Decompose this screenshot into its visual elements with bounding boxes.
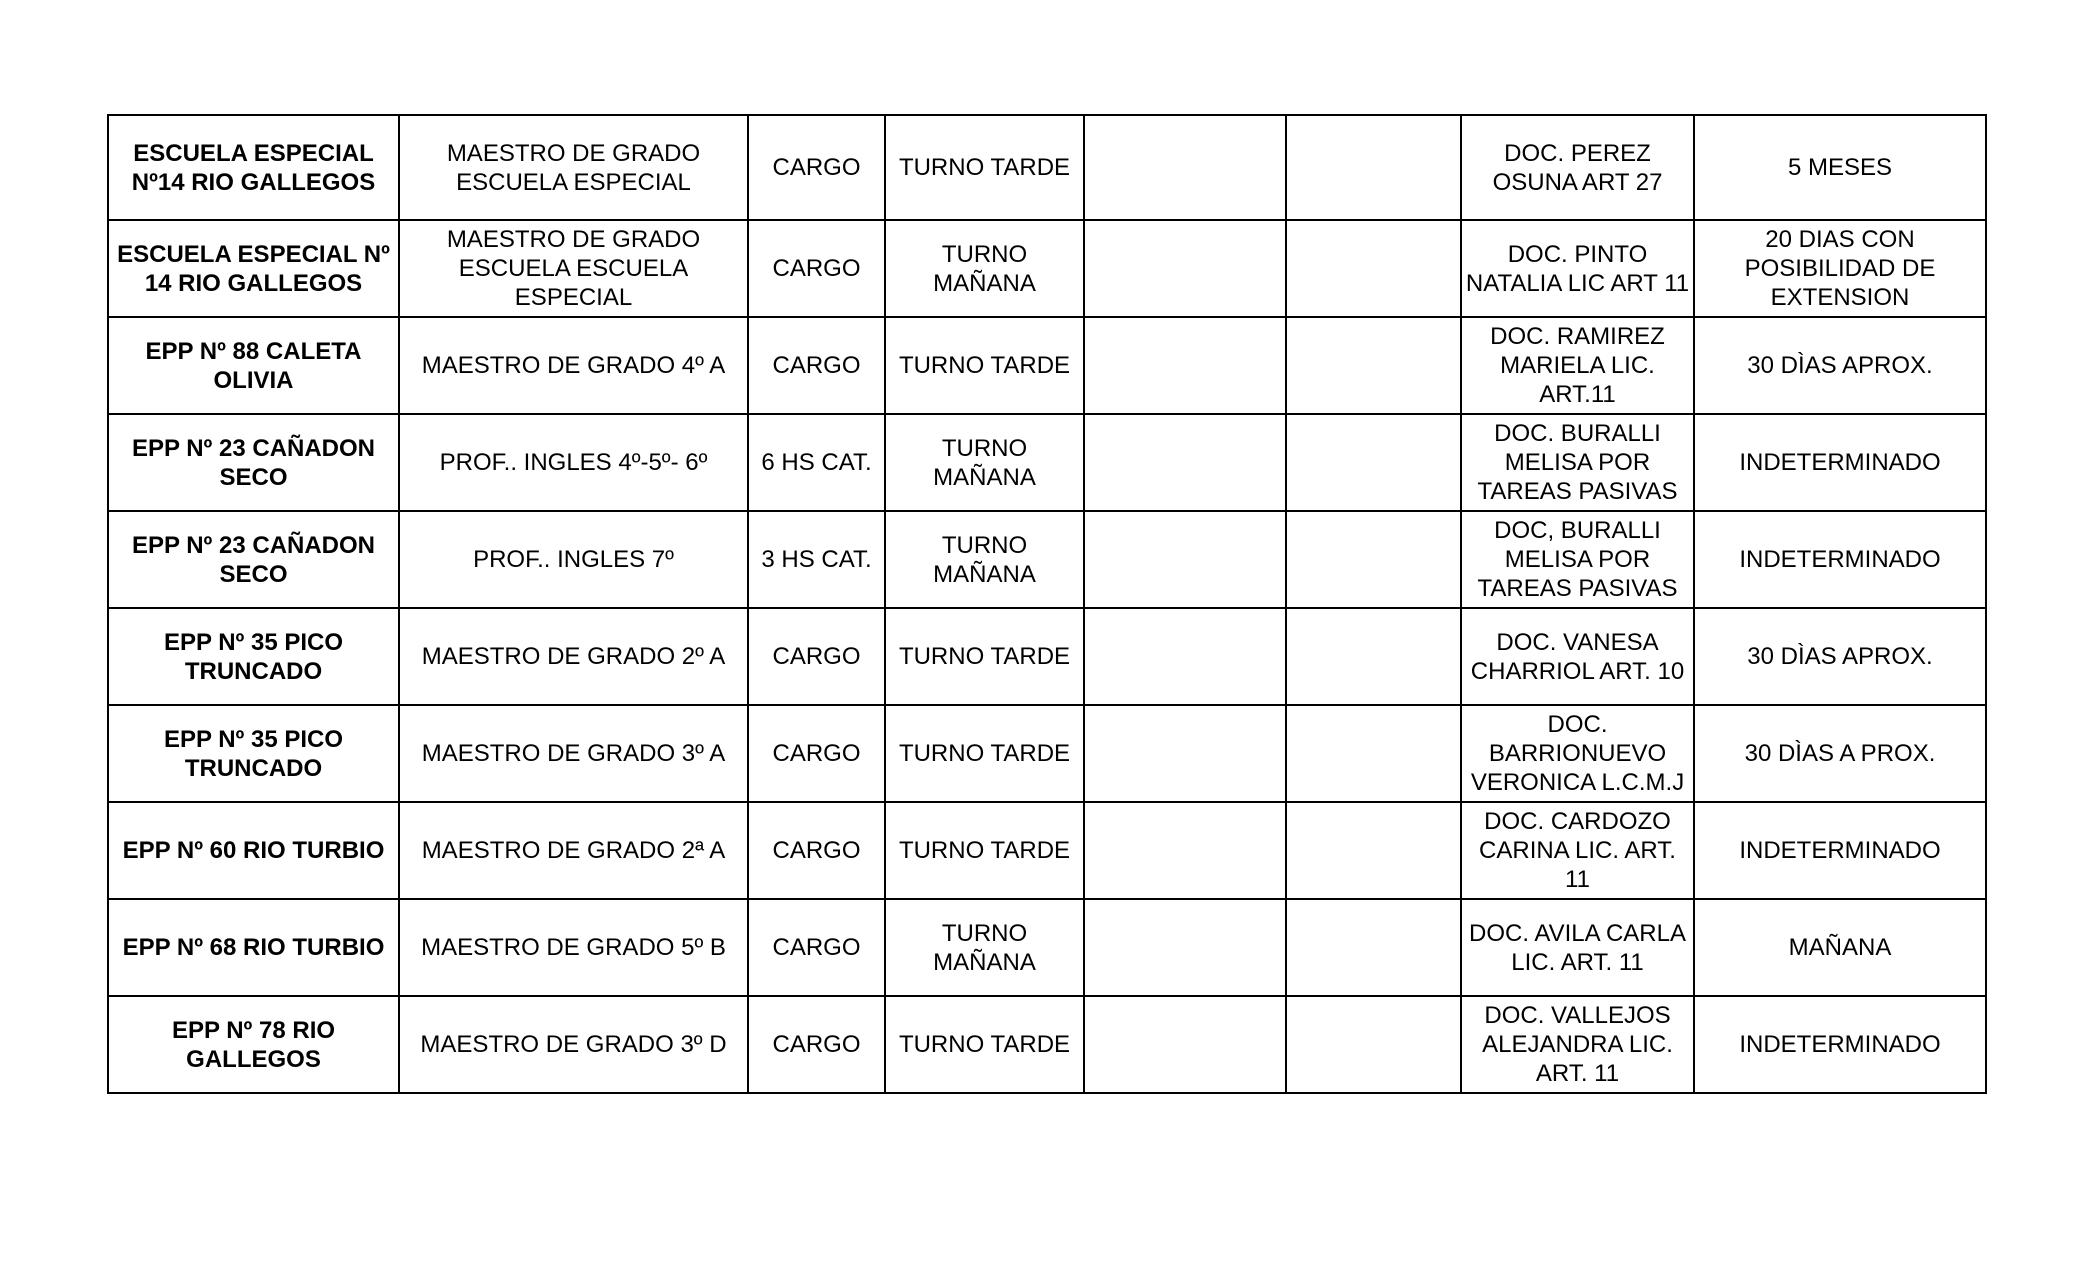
empty-cell [1084,511,1286,608]
teacher-cell: DOC. CARDOZO CARINA LIC. ART. 11 [1461,802,1694,899]
teacher-cell: DOC. BURALLI MELISA POR TAREAS PASIVAS [1461,414,1694,511]
teacher-cell: DOC. BARRIONUEVO VERONICA L.C.M.J [1461,705,1694,802]
type-cell: CARGO [748,802,885,899]
position-cell: PROF.. INGLES 7º [399,511,748,608]
school-cell: EPP Nº 78 RIO GALLEGOS [108,996,399,1093]
duration-cell: 20 DIAS CON POSIBILIDAD DE EXTENSION [1694,220,1986,317]
type-cell: CARGO [748,996,885,1093]
teacher-cell: DOC, BURALLI MELISA POR TAREAS PASIVAS [1461,511,1694,608]
empty-cell [1286,317,1461,414]
school-cell: EPP Nº 35 PICO TRUNCADO [108,705,399,802]
empty-cell [1286,899,1461,996]
type-cell: CARGO [748,220,885,317]
empty-cell [1084,115,1286,220]
empty-cell [1286,115,1461,220]
position-cell: MAESTRO DE GRADO 3º D [399,996,748,1093]
shift-cell: TURNO MAÑANA [885,899,1084,996]
position-cell: MAESTRO DE GRADO 5º B [399,899,748,996]
school-cell: ESCUELA ESPECIAL Nº14 RIO GALLEGOS [108,115,399,220]
empty-cell [1084,899,1286,996]
empty-cell [1286,608,1461,705]
duration-cell: 30 DÌAS APROX. [1694,317,1986,414]
type-cell: CARGO [748,899,885,996]
empty-cell [1286,802,1461,899]
table-row [108,608,1986,705]
duration-cell: INDETERMINADO [1694,996,1986,1093]
shift-cell: TURNO MAÑANA [885,511,1084,608]
shift-cell: TURNO TARDE [885,705,1084,802]
position-cell: MAESTRO DE GRADO 4º A [399,317,748,414]
teacher-cell: DOC. VANESA CHARRIOL ART. 10 [1461,608,1694,705]
shift-cell: TURNO MAÑANA [885,414,1084,511]
school-cell: EPP Nº 35 PICO TRUNCADO [108,608,399,705]
teacher-cell: DOC. PEREZ OSUNA ART 27 [1461,115,1694,220]
duration-cell: INDETERMINADO [1694,802,1986,899]
school-cell: EPP Nº 68 RIO TURBIO [108,899,399,996]
table-row [108,705,1986,802]
duration-cell: MAÑANA [1694,899,1986,996]
school-cell: ESCUELA ESPECIAL Nº 14 RIO GALLEGOS [108,220,399,317]
position-cell: MAESTRO DE GRADO ESCUELA ESPECIAL [399,115,748,220]
vacancies-table [107,114,1987,1094]
empty-cell [1084,996,1286,1093]
duration-cell: 5 MESES [1694,115,1986,220]
type-cell: CARGO [748,608,885,705]
position-cell: MAESTRO DE GRADO ESCUELA ESCUELA ESPECIAL [399,220,748,317]
position-cell: PROF.. INGLES 4º-5º- 6º [399,414,748,511]
empty-cell [1286,996,1461,1093]
table-row [108,511,1986,608]
duration-cell: 30 DÌAS APROX. [1694,608,1986,705]
duration-cell: 30 DÌAS A PROX. [1694,705,1986,802]
table-row [108,802,1986,899]
type-cell: CARGO [748,705,885,802]
teacher-cell: DOC. VALLEJOS ALEJANDRA LIC. ART. 11 [1461,996,1694,1093]
school-cell: EPP Nº 23 CAÑADON SECO [108,511,399,608]
shift-cell: TURNO TARDE [885,802,1084,899]
position-cell: MAESTRO DE GRADO 2ª A [399,802,748,899]
teacher-cell: DOC. AVILA CARLA LIC. ART. 11 [1461,899,1694,996]
shift-cell: TURNO TARDE [885,115,1084,220]
teacher-cell: DOC. PINTO NATALIA LIC ART 11 [1461,220,1694,317]
table-row [108,115,1986,220]
empty-cell [1084,317,1286,414]
position-cell: MAESTRO DE GRADO 3º A [399,705,748,802]
empty-cell [1286,705,1461,802]
duration-cell: INDETERMINADO [1694,414,1986,511]
teacher-cell: DOC. RAMIREZ MARIELA LIC. ART.11 [1461,317,1694,414]
shift-cell: TURNO MAÑANA [885,220,1084,317]
empty-cell [1084,414,1286,511]
type-cell: 3 HS CAT. [748,511,885,608]
duration-cell: INDETERMINADO [1694,511,1986,608]
shift-cell: TURNO TARDE [885,996,1084,1093]
table-row [108,996,1986,1093]
empty-cell [1084,705,1286,802]
empty-cell [1286,220,1461,317]
type-cell: CARGO [748,317,885,414]
empty-cell [1286,511,1461,608]
table-row [108,414,1986,511]
table-row [108,220,1986,317]
type-cell: CARGO [748,115,885,220]
empty-cell [1286,414,1461,511]
empty-cell [1084,802,1286,899]
type-cell: 6 HS CAT. [748,414,885,511]
table-row [108,317,1986,414]
empty-cell [1084,608,1286,705]
empty-cell [1084,220,1286,317]
shift-cell: TURNO TARDE [885,608,1084,705]
school-cell: EPP Nº 88 CALETA OLIVIA [108,317,399,414]
school-cell: EPP Nº 23 CAÑADON SECO [108,414,399,511]
table-row [108,899,1986,996]
shift-cell: TURNO TARDE [885,317,1084,414]
school-cell: EPP Nº 60 RIO TURBIO [108,802,399,899]
position-cell: MAESTRO DE GRADO 2º A [399,608,748,705]
